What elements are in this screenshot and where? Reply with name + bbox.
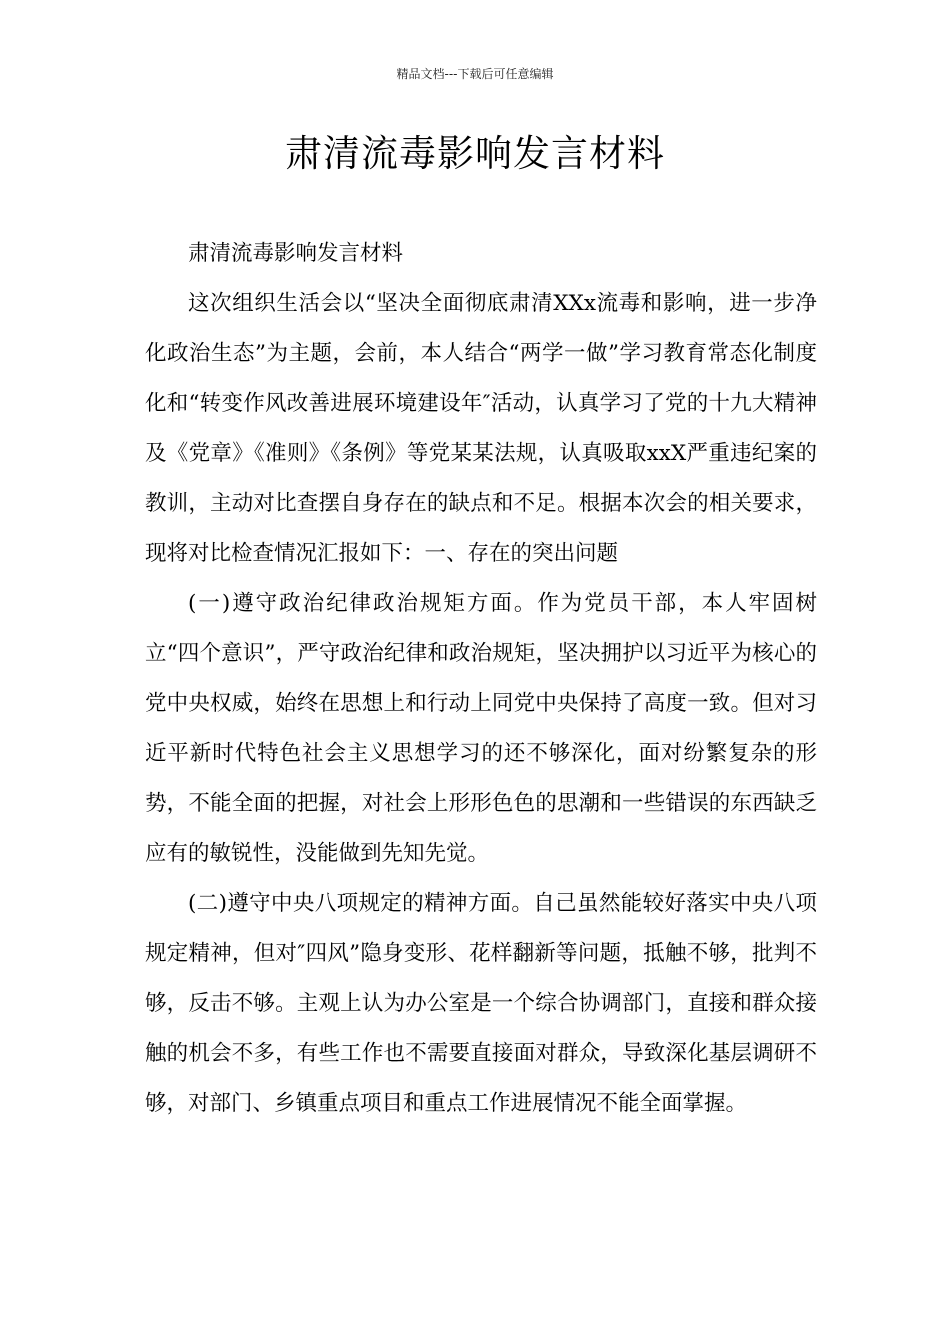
- document-title: 肃清流毒影响发言材料: [285, 132, 665, 175]
- paragraph-intro: 这次组织生活会以“坚决全面彻底肃清XXx流毒和影响，进一步净化政治生态”为主题，会前，本人结合“两学一做”学习教育常态化制度化和“转变作风改善进展环境建设年″活动，认真学习了党的十九大精神及《党章》《准则》《条例》等党某某法规，认真吸取xxX严重违纪案的教训，主动对比查摆自身存在的缺点和不足。根据本次会的相关要求，现将对比检查情况汇报如下：一、存在的突出问题: [145, 291, 817, 566]
- paragraph-eight-regulations: (二)遵守中央八项规定的精神方面。自己虽然能较好落实中央八项规定精神，但对″四风”隐身变形、花样翻新等问题，抵触不够，批判不够，反击不够。主观上认为办公室是一个综合协调部门，直接和群众接触的机会不多，有些工作也不需要直接面对群众，导致深化基层调研不够，对部门、乡镇重点项目和重点工作进展情况不能全面掌握。: [145, 891, 817, 1116]
- page-header: 精品文档---下载后可任意编辑: [396, 67, 554, 81]
- document-body: [145, 229, 817, 1129]
- paragraph-subtitle: 肃清流毒影响发言材料: [188, 241, 404, 266]
- paragraph-political-discipline: (一)遵守政治纪律政治规矩方面。作为党员干部，本人牢固树立“四个意识”，严守政治纪律和政治规矩，坚决拥护以习近平为核心的党中央权威，始终在思想上和行动上同党中央保持了高度一致。但对习近平新时代特色社会主义思想学习的还不够深化，面对纷繁复杂的形势，不能全面的把握，对社会上形形色色的思潮和一些错误的东西缺乏应有的敏锐性，没能做到先知先觉。: [145, 591, 817, 866]
